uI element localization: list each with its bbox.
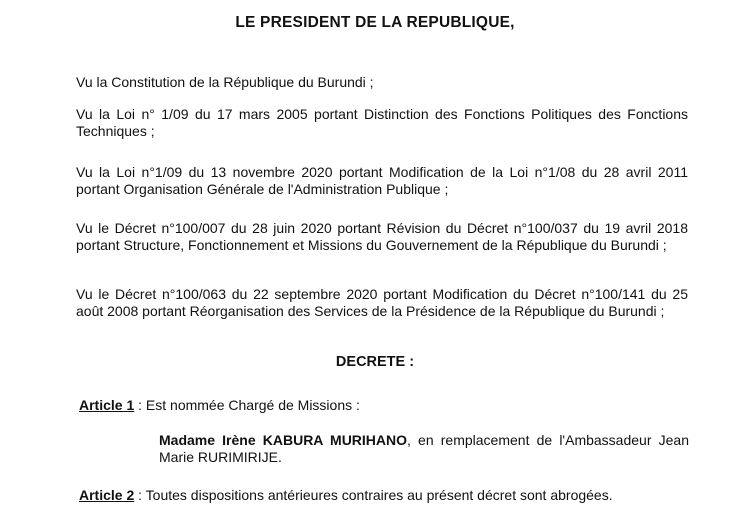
- considerant-loi-2020: Vu la Loi n°1/09 du 13 novembre 2020 portant Modification de la Loi n°1/08 du 28 avril 2011 portant Organisation Générale de l'Administration Publique ;: [76, 164, 688, 197]
- document-heading: LE PRESIDENT DE LA REPUBLIQUE,: [235, 14, 515, 31]
- article-2-text: : Toutes dispositions antérieures contraires au présent décret sont abrogées.: [134, 487, 613, 503]
- article-1-text: : Est nommée Chargé de Missions :: [134, 397, 360, 413]
- considerant-decret-007: Vu le Décret n°100/007 du 28 juin 2020 portant Révision du Décret n°100/037 du 19 avril 2018 portant Structure, Fonctionnement et Missions du Gouvernement de la République du Burundi ;: [76, 220, 688, 253]
- decrete-heading: DECRETE :: [335, 354, 415, 370]
- nominee-text: , en remplacement de l'Ambassadeur Jean Marie RURIMIRIJE.: [159, 432, 689, 465]
- considerant-loi-2005: Vu la Loi n° 1/09 du 17 mars 2005 portant Distinction des Fonctions Politiques des Fonctions Techniques ;: [76, 106, 688, 139]
- article-2-label: Article 2: [79, 487, 135, 503]
- nominee-name: Madame Irène KABURA MURIHANO: [159, 432, 408, 448]
- article-1-label: Article 1: [79, 397, 135, 413]
- article-1: [79, 397, 691, 414]
- considerant-constitution: Vu la Constitution de la République du Burundi ;: [76, 74, 374, 90]
- considerant-decret-063: Vu le Décret n°100/063 du 22 septembre 2020 portant Modification du Décret n°100/141 du 25 août 2008 portant Réorganisation des Services de la Présidence de la République du Burundi ;: [76, 286, 688, 319]
- article-2: [79, 487, 691, 504]
- nominee-paragraph: [159, 432, 689, 466]
